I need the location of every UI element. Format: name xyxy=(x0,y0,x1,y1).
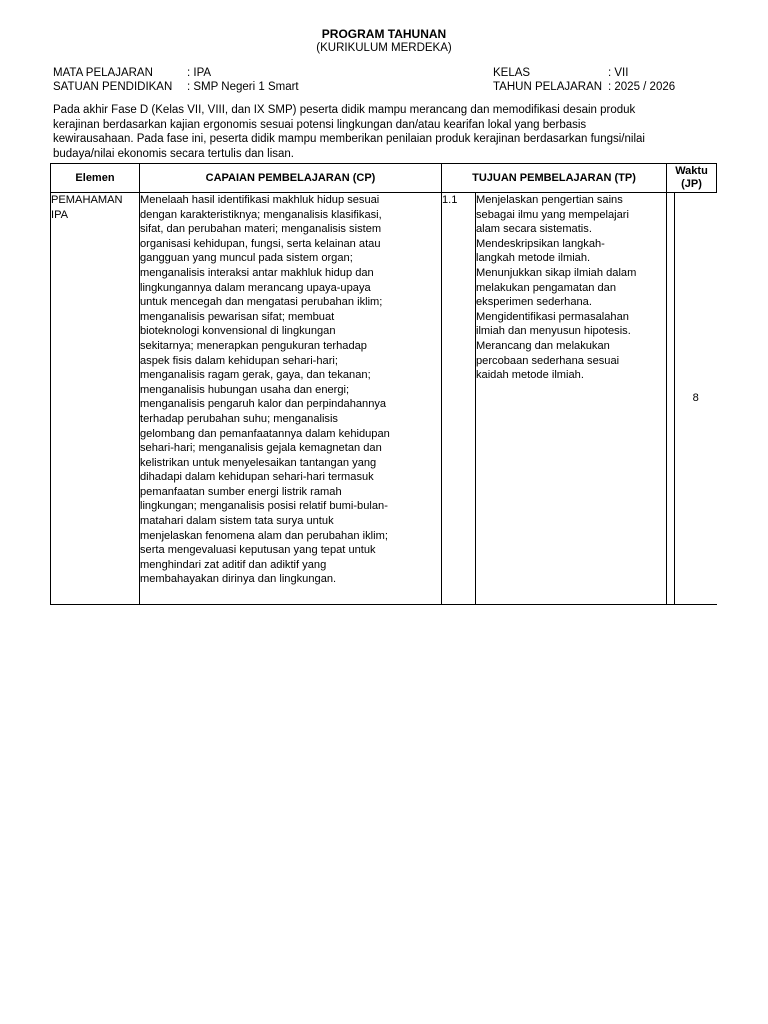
mapel-value: : IPA xyxy=(187,67,212,79)
cp-line: dengan karakteristiknya; menganalisis klasifikasi, xyxy=(140,208,382,221)
intro-line: budaya/nilai ekonomis secara tertulis dan lisan. xyxy=(53,147,294,160)
header-tp: TUJUAN PEMBELAJARAN (TP) xyxy=(442,164,667,193)
tp-line: percobaan sederhana sesuai xyxy=(476,354,620,367)
elemen-line: IPA xyxy=(51,208,69,221)
cell-elemen xyxy=(51,193,140,605)
tp-line: kaidah metode ilmiah. xyxy=(476,369,584,382)
kelas-label: KELAS xyxy=(493,67,531,79)
tahun-label: TAHUN PELAJARAN xyxy=(493,81,603,93)
document-subtitle: (KURIKULUM MERDEKA) xyxy=(316,42,452,54)
header-cp: CAPAIAN PEMBELAJARAN (CP) xyxy=(140,164,442,193)
cell-tp xyxy=(476,193,667,605)
cp-line: pemanfaatan sumber energi listrik ramah xyxy=(140,485,342,498)
cell-waktu xyxy=(667,193,717,605)
table-header-row xyxy=(51,164,717,193)
tp-line: eksperimen sederhana. xyxy=(476,296,592,309)
kelas-value: : VII xyxy=(608,67,629,79)
cp-line: sekitarnya; menerapkan pengukuran terhadap xyxy=(140,339,367,352)
header-elemen: Elemen xyxy=(51,164,140,193)
cp-line: organisasi kehidupan, fungsi, serta kelainan atau xyxy=(140,237,381,250)
program-table xyxy=(50,163,717,605)
meta-kelas xyxy=(493,67,628,79)
cp-line: lingkungannya dalam merancang upaya-upaya xyxy=(140,281,371,294)
cp-line: serta mengevaluasi keputusan yang tepat untuk xyxy=(140,544,376,557)
cp-line: dihadapi dalam kehidupan sehari-hari termasuk xyxy=(140,471,374,484)
cp-line: Menelaah hasil identifikasi makhluk hidup sesuai xyxy=(140,194,380,206)
satuan-value: : SMP Negeri 1 Smart xyxy=(187,81,299,93)
cp-line: sehari-hari; menganalisis gejala kemagnetan dan xyxy=(140,442,382,455)
cp-line: untuk mencegah dan mengatasi perubahan iklim; xyxy=(140,296,383,309)
cp-line: kelistrikan untuk menyelesaikan tantangan yang xyxy=(140,456,377,469)
mapel-label: MATA PELAJARAN xyxy=(53,67,153,79)
header-waktu-line1: Waktu xyxy=(675,165,708,177)
tp-line: Mendeskripsikan langkah- xyxy=(476,237,605,250)
tp-line: langkah metode ilmiah. xyxy=(476,252,591,265)
cp-line: menganalisis hubungan usaha dan energi; xyxy=(140,383,350,396)
header-waktu xyxy=(667,164,717,193)
intro-line: kewirausahaan. Pada fase ini, peserta didik mampu memberikan penilaian produk kerajinan berdasarkan fungsi/nilai xyxy=(53,133,645,146)
cell-cp xyxy=(140,193,442,605)
cp-line: menghindari zat aditif dan adiktif yang xyxy=(140,558,327,571)
cp-line: menganalisis pewarisan sifat; membuat xyxy=(140,310,335,323)
tp-line: Menjelaskan pengertian sains xyxy=(476,194,623,206)
cp-line: membahayakan dirinya dan lingkungan. xyxy=(140,573,337,586)
tp-line: alam secara sistematis. xyxy=(476,223,592,236)
meta-mapel xyxy=(53,67,211,79)
satuan-label: SATUAN PENDIDIKAN xyxy=(53,81,173,93)
cp-line: gelombang dan pemanfaatannya dalam kehidupan xyxy=(140,427,390,440)
meta-satuan xyxy=(53,81,299,93)
tp-line: ilmiah dan menyusun hipotesis. xyxy=(476,325,631,338)
cp-line: sifat, dan perubahan materi; menganalisis sistem xyxy=(140,223,382,236)
cp-line: menganalisis interaksi antar makhluk hidup dan xyxy=(140,266,374,279)
waktu-value: 8 xyxy=(692,392,699,405)
tp-line: sebagai ilmu yang mempelajari xyxy=(476,208,629,221)
intro-line: Pada akhir Fase D (Kelas VII, VIII, dan IX SMP) peserta didik mampu merancang dan memodifikasi desain produk xyxy=(53,104,636,116)
tp-line: Menunjukkan sikap ilmiah dalam xyxy=(476,266,637,279)
tahun-value: : 2025 / 2026 xyxy=(608,81,676,93)
tp-line: Mengidentifikasi permasalahan xyxy=(476,310,629,323)
cp-line: bioteknologi konvensional di lingkungan xyxy=(140,325,336,338)
meta-tahun xyxy=(493,81,675,93)
cp-line: menganalisis ragam gerak, gaya, dan tekanan; xyxy=(140,369,371,382)
table-row xyxy=(51,193,717,605)
header-waktu-line2: (JP) xyxy=(681,178,702,190)
intro-paragraph xyxy=(53,103,693,161)
elemen-line: PEMAHAMAN xyxy=(51,194,123,206)
cp-line: menjelaskan fenomena alam dan perubahan iklim; xyxy=(140,529,388,542)
intro-line: kerajinan berdasarkan kajian ergonomis sesuai potensi lingkungan dan/atau kearifan lokal yang berbasis xyxy=(53,118,587,131)
document-title: PROGRAM TAHUNAN xyxy=(321,27,447,41)
cp-line: matahari dalam sistem tata surya untuk xyxy=(140,515,334,528)
tp-line: melakukan pengamatan dan xyxy=(476,281,617,294)
cp-line: aspek fisis dalam kehidupan sehari-hari; xyxy=(140,354,338,367)
cp-line: terhadap perubahan suhu; menganalisis xyxy=(140,412,338,425)
tp-line: Merancang dan melakukan xyxy=(476,339,610,352)
cp-line: menganalisis pengaruh kalor dan perpindahannya xyxy=(140,398,387,411)
cp-line: lingkungan; menganalisis posisi relatif bumi-bulan- xyxy=(140,500,388,513)
cell-tp-number: 1.1 xyxy=(442,193,476,605)
cp-line: gangguan yang muncul pada sistem organ; xyxy=(140,252,353,265)
